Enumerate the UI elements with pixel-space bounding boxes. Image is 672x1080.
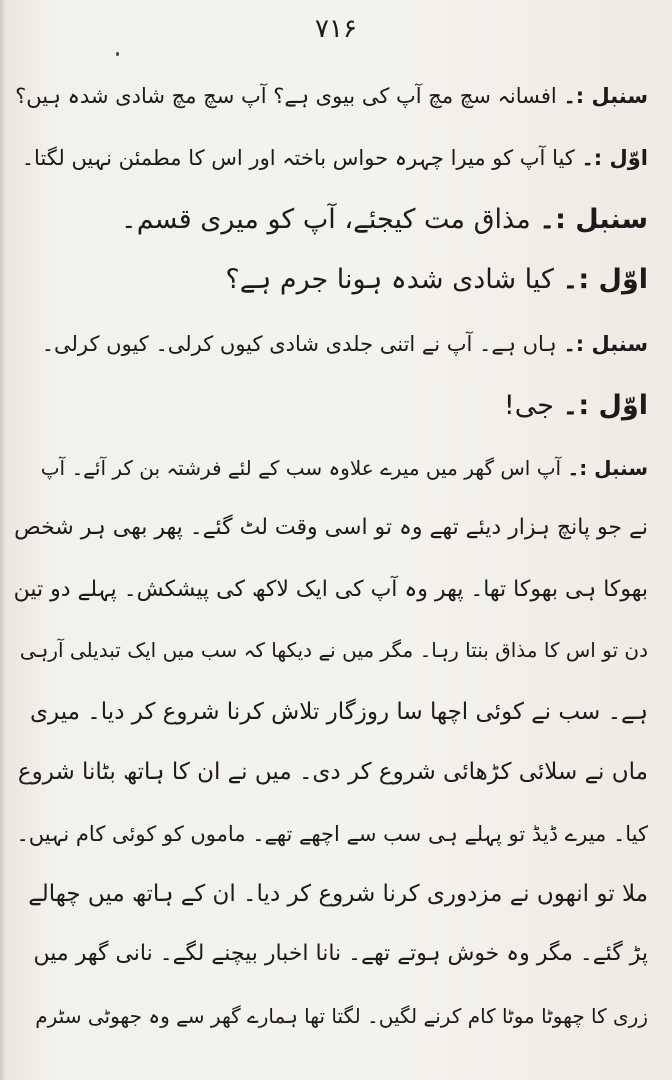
dialogue-text: جی! [503,390,554,421]
paragraph-line: بھوکا ہی بھوکا تھا۔ پھر وہ آپ کی ایک لاکھ کی پیشکش۔ پہلے دو تین [13,577,648,602]
paragraph-line: نے جو پانچ ہزار دیئے تھے وہ تو اسی وقت لٹ گئے۔ پھر بھی ہر شخص [14,515,648,540]
speaker-label: اوّل :۔ [562,264,648,295]
dialogue-text: ہاں ہے۔ آپ نے اتنی جلدی شادی کیوں کرلی۔ کیوں کرلی۔ [41,332,557,356]
speaker-label: سنبل :۔ [567,456,648,480]
paragraph-line: ہے۔ سب نے کوئی اچھا سا روزگار تلاش کرنا شروع کر دیا۔ میری [30,699,648,725]
speaker-label: سنبل :۔ [563,84,648,108]
speaker-label: اوّل :۔ [562,390,648,421]
dialogue-line [15,76,648,116]
dialogue-text: کیا آپ کو میرا چہرہ حواس باختہ اور اس کا مطمئن نہیں لگتا۔ [21,146,575,170]
paragraph-line [41,448,648,488]
dialogue-line [504,386,648,426]
paragraph-line: پڑ گئے۔ مگر وہ خوش ہوتے تھے۔ نانا اخبار بیچنے لگے۔ نانی گھر میں [33,941,648,966]
paragraph-text: آپ اس گھر میں میرے علاوہ سب کے لئے فرشتہ بن کر آئے۔ آپ [40,456,562,480]
dialogue-line [42,324,648,364]
paragraph-line: ملا تو انھوں نے مزدوری کرنا شروع کر دیا۔ ان کے ہاتھ میں چھالے [28,881,648,907]
dialogue-text: افسانہ سچ مچ آپ کی بیوی ہے؟ آپ سچ مچ شادی شدہ ہیں؟ [15,84,557,108]
dialogue-line [121,200,648,240]
page-number: ۷۱۶ [315,14,357,44]
paragraph-line: دن تو اس کا مذاق بنتا رہا۔ مگر میں نے دیکھا کہ سب میں ایک تبدیلی آرہی [19,638,648,662]
speaker-label: سنبل :۔ [539,204,648,235]
paragraph-line: ماں نے سلائی کڑھائی شروع کر دی۔ میں نے ان کا ہاتھ بٹانا شروع [17,759,648,785]
paragraph-line: زری کا چھوٹا موٹا کام کرنے لگیں۔ لگتا تھا ہمارے گھر سے وہ جھوٹی سٹرم [35,1004,648,1028]
dialogue-text: مذاق مت کیجئے، آپ کو میری قسم۔ [120,204,531,235]
paragraph-line: کیا۔ میرے ڈیڈ تو پہلے ہی سب سے اچھے تھے۔ ماموں کو کوئی کام نہیں۔ [16,822,648,846]
speaker-label: سنبل :۔ [563,332,648,356]
speaker-label: اوّل :۔ [581,146,648,170]
dialogue-text: کیا شادی شدہ ہونا جرم ہے؟ [225,264,554,295]
dialogue-line [225,260,648,300]
dialogue-line [22,138,648,178]
